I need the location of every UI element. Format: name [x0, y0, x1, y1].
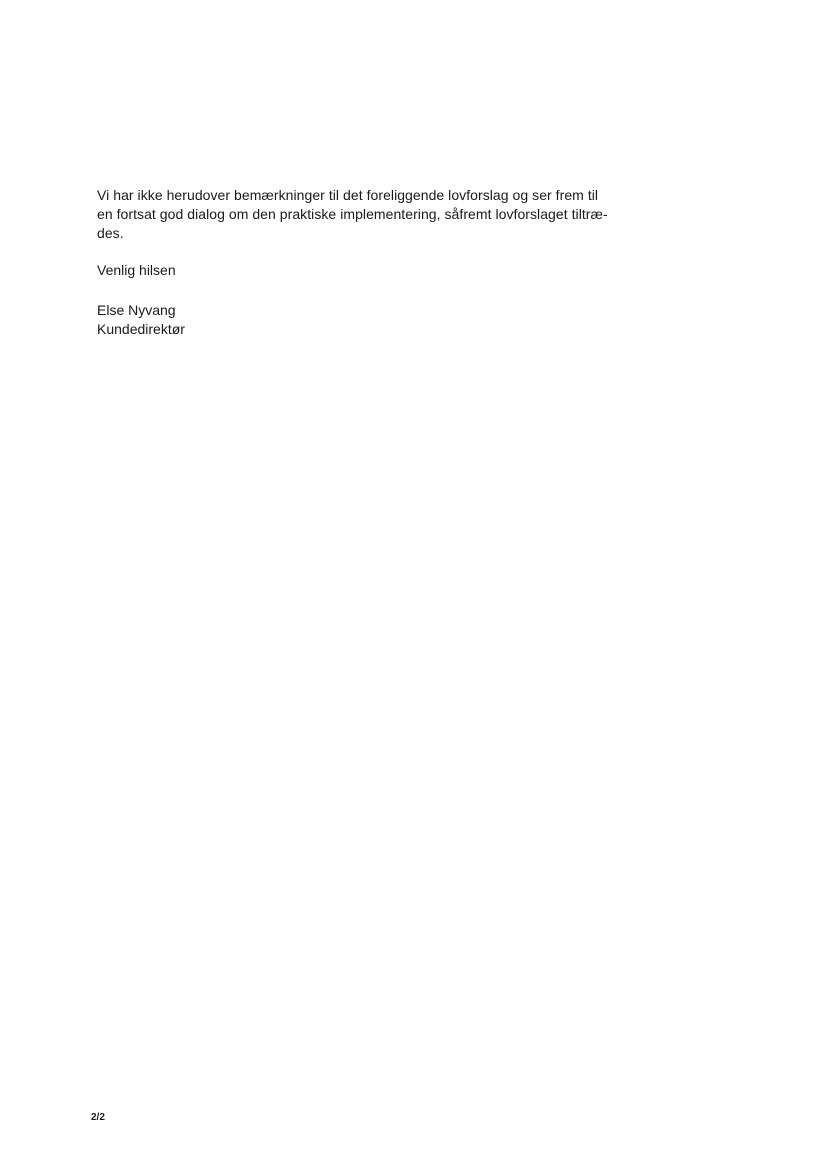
letter-closing: Venlig hilsen — [97, 262, 176, 278]
page-number: 2/2 — [91, 1112, 105, 1123]
body-line: des. — [97, 225, 124, 241]
body-line: Vi har ikke herudover bemærkninger til det foreliggende lovforslag og ser frem til — [97, 187, 599, 203]
signer-title: Kundedirektør — [97, 321, 185, 337]
signature-block — [97, 301, 185, 339]
signer-name: Else Nyvang — [97, 302, 176, 318]
letter-body-paragraph — [97, 186, 617, 243]
body-line: en fortsat god dialog om den praktiske implementering, såfremt lovforslaget tiltræ- — [97, 206, 608, 222]
